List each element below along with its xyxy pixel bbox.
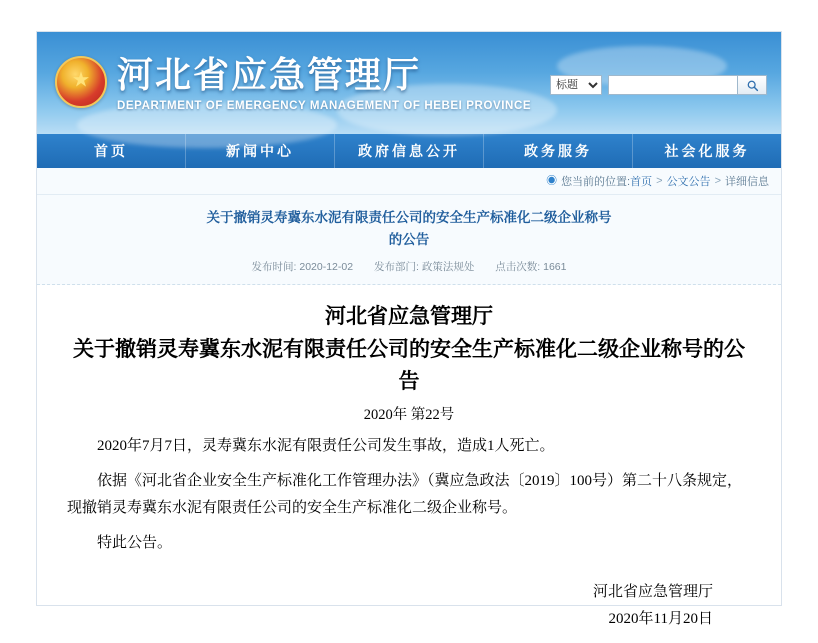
article-publish-date: 发布时间: 2020-12-02 (251, 261, 354, 273)
nav-item-home[interactable]: 首页 (37, 134, 186, 168)
nav-item-gov-info[interactable]: 政府信息公开 (335, 134, 484, 168)
site-title-block (117, 54, 531, 112)
document-paragraph-1: 2020年7月7日，灵寿冀东水泥有限责任公司发生事故，造成1人死亡。 (97, 438, 555, 454)
location-pin-icon: ◉ (546, 174, 558, 187)
article-department: 发布部门: 政策法规处 (374, 261, 475, 273)
search-icon (746, 79, 759, 92)
nav-item-gov-service[interactable]: 政务服务 (484, 134, 633, 168)
search-box[interactable] (550, 74, 767, 96)
nav-item-news[interactable]: 新闻中心 (186, 134, 335, 168)
breadcrumb-separator: > (656, 175, 663, 187)
document-title: 关于撤销灵寿冀东水泥有限责任公司的安全生产标准化二级企业称号的公告 (73, 337, 745, 393)
document-paragraph-2: 依据《河北省企业安全生产标准化工作管理办法》（冀应急政法〔2019〕100号）第二十八条规定，现撤销灵寿冀东水泥有限责任公司的安全生产标准化二级企业称号。 (67, 473, 743, 516)
search-input[interactable] (608, 75, 738, 95)
article-header (37, 195, 781, 285)
breadcrumb-separator: > (714, 175, 721, 187)
article-meta (77, 259, 741, 274)
document-number: 2020年 第22号 (363, 407, 455, 423)
breadcrumb-item-home[interactable]: 首页 (630, 176, 653, 188)
search-scope-select[interactable] (550, 75, 602, 95)
nav-item-social-service[interactable]: 社会化服务 (664, 143, 750, 159)
search-button[interactable] (737, 75, 767, 95)
document-date: 2020年11月20日 (608, 611, 713, 627)
site-container (36, 31, 782, 627)
emblem-star-icon: ★ (72, 70, 90, 90)
site-header (37, 32, 781, 134)
breadcrumb-item-announcements[interactable]: 公文公告 (666, 176, 711, 188)
document-paragraph-3: 特此公告。 (97, 535, 173, 551)
article-title-line1: 关于撤销灵寿冀东水泥有限责任公司的安全生产标准化二级企业称号 (206, 210, 612, 225)
national-emblem-icon (55, 56, 107, 108)
document-body (37, 285, 781, 643)
site-title-en: DEPARTMENT OF EMERGENCY MANAGEMENT OF HEBEI PROVINCE (117, 100, 532, 112)
site-title: 河北省应急管理厅 (117, 54, 422, 95)
article-views: 点击次数: 1661 (495, 261, 567, 273)
breadcrumb (37, 168, 781, 195)
breadcrumb-prefix: 您当前的位置: (561, 176, 631, 188)
document-org: 河北省应急管理厅 (325, 304, 493, 328)
article-title-line2: 的公告 (388, 232, 430, 247)
breadcrumb-item-detail: 详细信息 (725, 176, 769, 188)
document-signature: 河北省应急管理厅 (592, 584, 713, 600)
